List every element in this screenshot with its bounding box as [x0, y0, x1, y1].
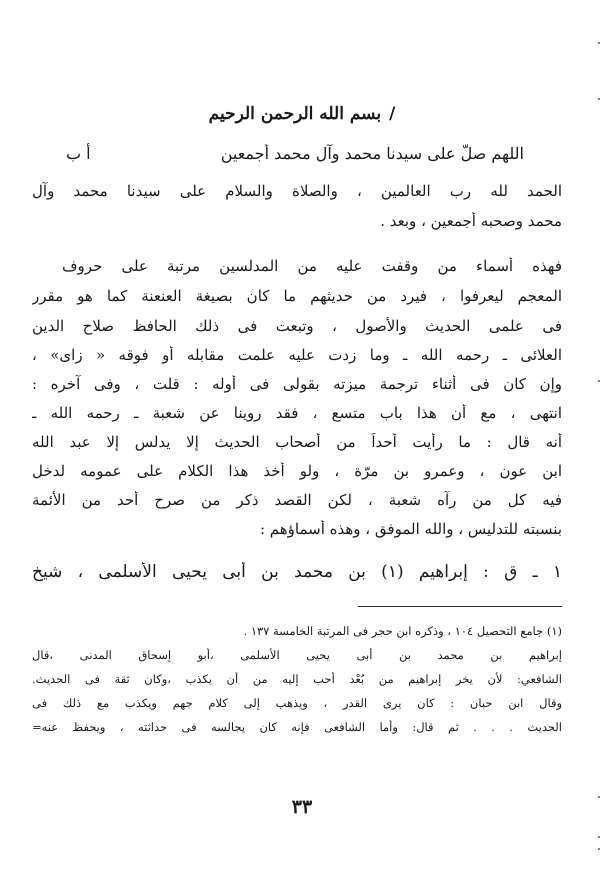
footnote-line-1: (١) جامع التحصيل ١٠٤ ، وذكره ابن حجر فى المرتبة الخامسة ١٣٧ .: [243, 624, 562, 638]
footnote-rule: [358, 606, 562, 607]
opening-prayer: اللهم صلّ على سيدنا محمد وآل محمد أجمعين: [220, 144, 524, 163]
intro-line-1: الحمد لله رب العالمين ، والصلاة والسلام على سيدنا محمد وآل: [32, 182, 562, 200]
folio-marker: أ ب: [66, 144, 91, 163]
heading-text: بسم الله الرحمن الرحيم: [208, 104, 382, 124]
body-line-3: فى علمى الحديث والأصول ، وتبعت فى ذلك الحافظ صلاح الدين: [32, 317, 562, 335]
footnote-line-2: إبراهيم بن محمد بن أبى يحيى الأسلمى ،أبو إسحاق المدنى ،قال: [32, 648, 562, 662]
intro-line-2: محمد وصحبه أجمعين ، وبعد .: [380, 212, 562, 230]
body-line-1: فهذه أسماء من وقفت عليه من المدلسين مرتبة على حروف: [62, 257, 562, 275]
body-line-9: فيه كل من رآه شعبة ، لكن القصد ذكر من صرح أحد من الأئمة: [32, 491, 562, 509]
footnote-line-4: وقال ابن حبان : كان يرى القدر ، ويذهب إلى كلام جهم ويكذب مع ذلك فى: [32, 696, 562, 710]
entry-line: ١ ـ ق : إبراهيم (١) بن محمد بن أبى يحيى الأسلمى ، شيخ: [32, 562, 562, 582]
heading-slash: /: [389, 104, 396, 124]
body-line-2: المعجم ليعرفوا ، فيرد من حديثهم ما كان بصيغة العنعنة كما هو مقرر: [32, 287, 562, 305]
footnote-line-5: الحديث . . . ثم قال: وأما الشافعى فإنه كان يجالسه فى حداثته ، ويحفظ عنه=: [32, 720, 562, 734]
footnote-line-3: الشافعي: لأن يخر إبراهيم من بُعْد أحب إليه من أن يكذب ،وكان ثقة فى الحديث.: [32, 672, 562, 686]
scan-speck: [598, 98, 600, 100]
body-line-7: أنه قال : ما رأيت أحداً من أصحاب الحديث إلا يدلس إلا عبد الله: [32, 433, 562, 451]
basmala-heading: [0, 104, 604, 124]
scan-speck: [598, 380, 600, 382]
scan-speck: [598, 836, 600, 838]
page-number: ٣٣: [291, 796, 313, 818]
body-line-6: انتهى ، مع أن هذا باب متسع ، فقد روينا عن شعبة ـ رحمه الله ـ: [32, 404, 562, 422]
scan-speck: [598, 848, 600, 850]
body-line-8: ابن عون ، وعمرو بن مرّة ، ولو أخذ هذا الكلام على عمومه لدخل: [32, 462, 562, 480]
scan-speck: [598, 796, 600, 798]
body-line-4: العلائى ـ رحمه الله ـ وما زدت عليه علمت مقابله أو فوقه « زاى» ،: [32, 346, 562, 364]
scan-speck: [598, 42, 600, 44]
body-line-10: بنسبته للتدليس ، والله الموفق ، وهذه أسماؤهم :: [259, 520, 562, 538]
body-line-5: وإن كان فى أثناء ترجمة ميزته بقولى فى أوله : قلت ، وفى آخره :: [32, 375, 562, 393]
